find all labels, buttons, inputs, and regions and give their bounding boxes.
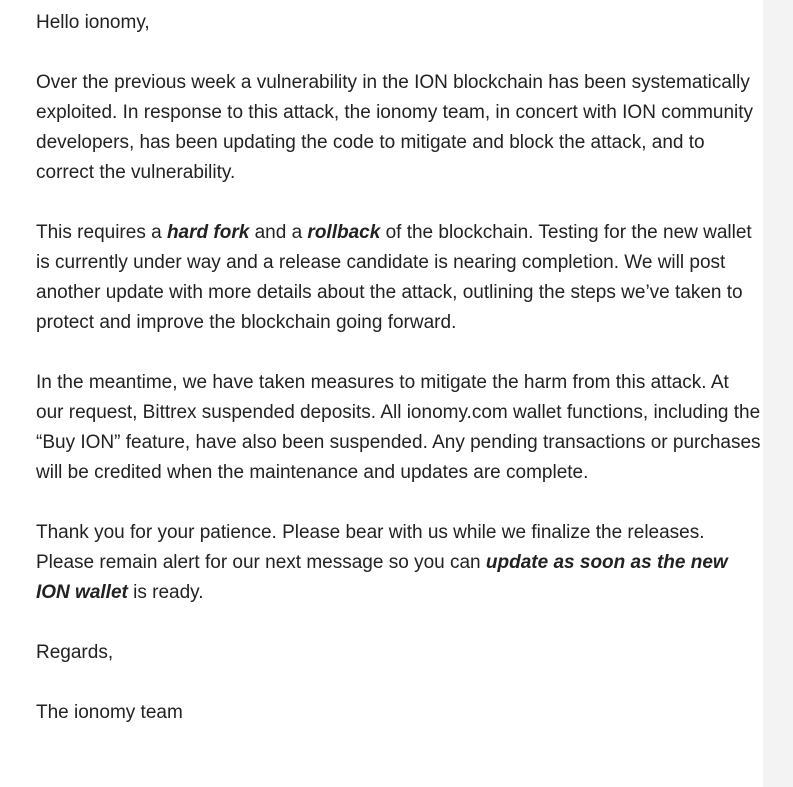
signature: The ionomy team (36, 702, 183, 723)
paragraph-text: of the blockchain. Testing for the new wallet is currently under way and a release candidate is nearing completion. We will post another update with more details about the attack, outlining the steps we’ve taken to protect and improve the blockchain going forward. (36, 222, 752, 333)
paragraph-thank-you (36, 518, 761, 608)
paragraph-text: This requires a (36, 222, 167, 243)
emphasis-rollback: rollback (307, 222, 381, 243)
email-body (36, 8, 761, 728)
paragraph-vulnerability: Over the previous week a vulnerability in the ION blockchain has been systematically exploited. In response to this attack, the ionomy team, in concert with ION community developers, has been updating the code to mitigate and block the attack, and to correct the vulnerability. (36, 72, 754, 183)
greeting: Hello ionomy, (36, 12, 150, 33)
emphasis-update: update as soon as the new ION wallet (36, 552, 728, 603)
paragraph-text: is ready. (127, 582, 204, 603)
closing: Regards, (36, 642, 114, 663)
paragraph-text: Thank you for your patience. Please bear with us while we finalize the releases. Please remain alert for our next message so you can (36, 522, 705, 573)
right-gutter (763, 0, 793, 787)
emphasis-hard-fork: hard fork (166, 222, 250, 243)
paragraph-meantime: In the meantime, we have taken measures to mitigate the harm from this attack. At our request, Bittrex suspended deposits. All ionomy.com wallet functions, including the “Buy ION” feature, have also been suspended. Any pending transactions or purchases will be credited when the maintenance and updates are complete. (36, 372, 761, 483)
paragraph-text: and a (249, 222, 308, 243)
paragraph-hard-fork (36, 218, 761, 338)
